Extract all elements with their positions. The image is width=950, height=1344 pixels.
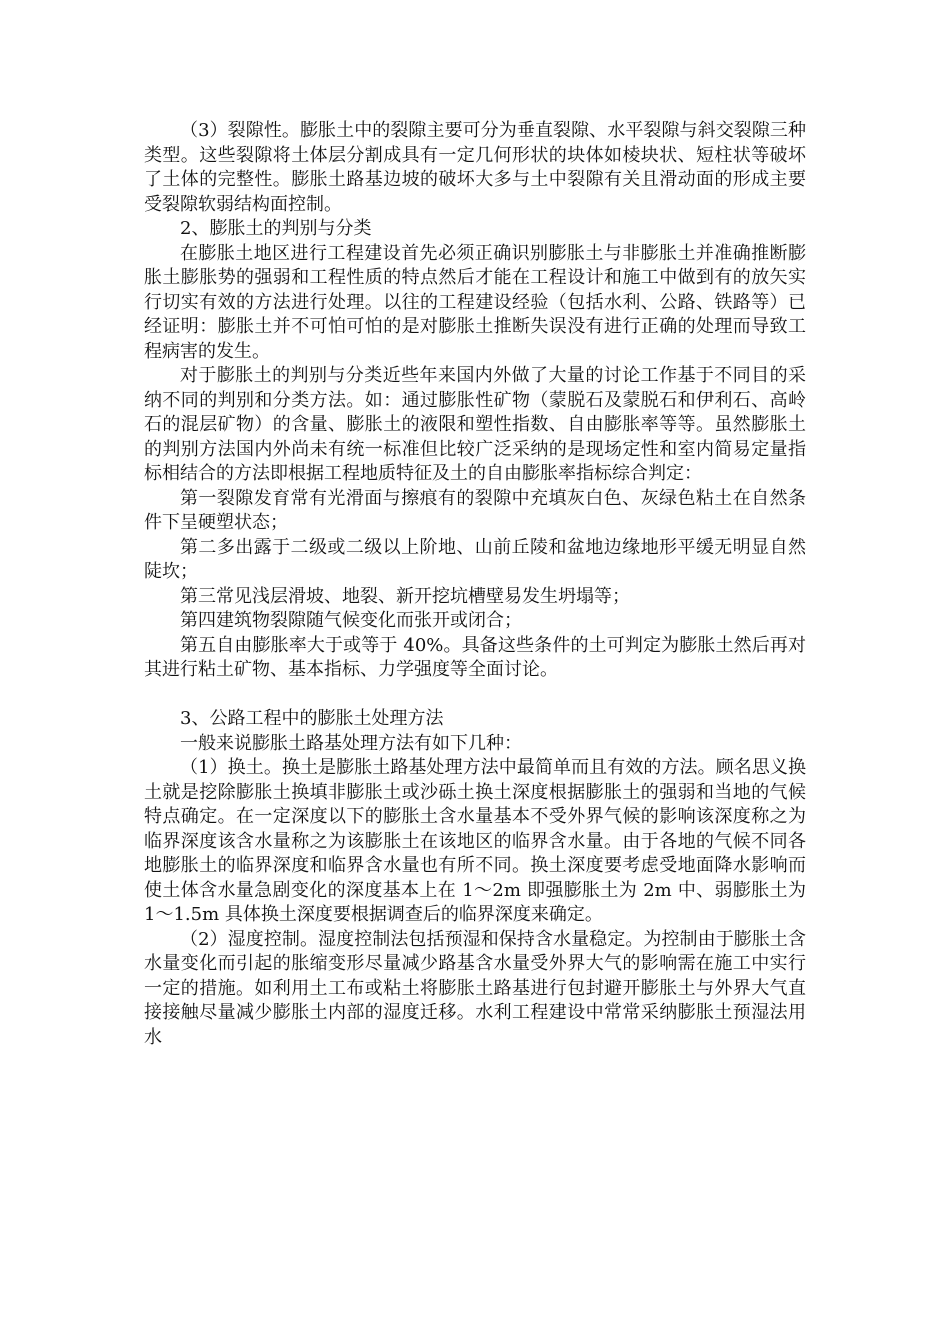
heading-treatment: 3、公路工程中的膨胀土处理方法 bbox=[180, 708, 444, 729]
criterion-3: 第三常见浅层滑坡、地裂、新开挖坑槽壁易发生坍塌等； bbox=[180, 585, 630, 607]
paragraph-treatment-intro: 一般来说膨胀土路基处理方法有如下几种： bbox=[180, 732, 522, 754]
paragraph-fissure: （3）裂隙性。膨胀土中的裂隙主要可分为垂直裂隙、水平裂隙与斜交裂隙三种类型。这些裂隙将土体层分割成具有一定几何形状的块体如棱块状、短柱状等破坏了土体的完整性。膨胀土路基边坡的破坏大多与土中裂隙有关且滑动面的形成主要受裂隙软弱结构面控制。 bbox=[144, 120, 806, 215]
criterion-4: 第四建筑物裂隙随气候变化而张开或闭合； bbox=[180, 610, 522, 631]
paragraph-soil-replacement: （1）换土。换土是膨胀土路基处理方法中最简单而且有效的方法。顾名思义换土就是挖除膨胀土换填非膨胀土或沙砾土换土深度根据膨胀土的强弱和当地的气候特点确定。在一定深度以下的膨胀土含水量基本不受外界气候的影响该深度称之为临界深度该含水量称之为该膨胀土在该地区的临界含水量。由于各地的气候不同各地膨胀土的临界深度和临界含水量也有所不同。换土深度要考虑受地面降水影响而使土体含水量急剧变化的深度基本上在 1～2m 即强膨胀土为 2m 中、弱膨胀土为 1～1.5m 具体换土深度要根据调查后的临界深度来确定。 bbox=[144, 757, 806, 925]
criterion-2: 第二多出露于二级或二级以上阶地、山前丘陵和盆地边缘地形平缓无明显自然陡坎； bbox=[144, 536, 806, 582]
criterion-5: 第五自由膨胀率大于或等于 40%。具备这些条件的土可判定为膨胀土然后再对其进行粘土矿物、基本指标、力学强度等全面讨论。 bbox=[144, 634, 806, 680]
paragraph-identification-intro: 在膨胀土地区进行工程建设首先必须正确识别膨胀土与非膨胀土并准确推断膨胀土膨胀势的强弱和工程性质的特点然后才能在工程设计和施工中做到有的放矢实行切实有效的方法进行处理。以往的工程建设经验（包括水利、公路、铁路等）已经证明：膨胀土并不可怕可怕的是对膨胀土推断失误没有进行正确的处理而导致工程病害的发生。 bbox=[144, 242, 806, 362]
criterion-1: 第一裂隙发育常有光滑面与擦痕有的裂隙中充填灰白色、灰绿色粘土在自然条件下呈硬塑状态； bbox=[144, 487, 806, 533]
paragraph-moisture-control: （2）湿度控制。湿度控制法包括预湿和保持含水量稳定。为控制由于膨胀土含水量变化而引起的胀缩变形尽量减少路基含水量受外界大气的影响需在施工中实行一定的措施。如利用土工布或粘土将膨胀土路基进行包封避开膨胀土与外界大气直接接触尽量减少膨胀土内部的湿度迁移。水利工程建设中常常采纳膨胀土预湿法用水 bbox=[144, 928, 806, 1048]
heading-identification: 2、膨胀土的判别与分类 bbox=[180, 218, 372, 239]
paragraph-gap bbox=[144, 683, 806, 708]
paragraph-classification: 对于膨胀土的判别与分类近些年来国内外做了大量的讨论工作基于不同目的采纳不同的判别和分类方法。如：通过膨胀性矿物（蒙脱石及蒙脱石和伊利石、高岭石的混层矿物）的含量、膨胀土的液限和塑性指数、自由膨胀率等等。虽然膨胀土的判别方法国内外尚未有统一标准但比较广泛采纳的是现场定性和室内简易定量指标相结合的方法即根据工程地质特征及土的自由膨胀率指标综合判定： bbox=[144, 365, 806, 484]
document-body bbox=[144, 119, 806, 1050]
